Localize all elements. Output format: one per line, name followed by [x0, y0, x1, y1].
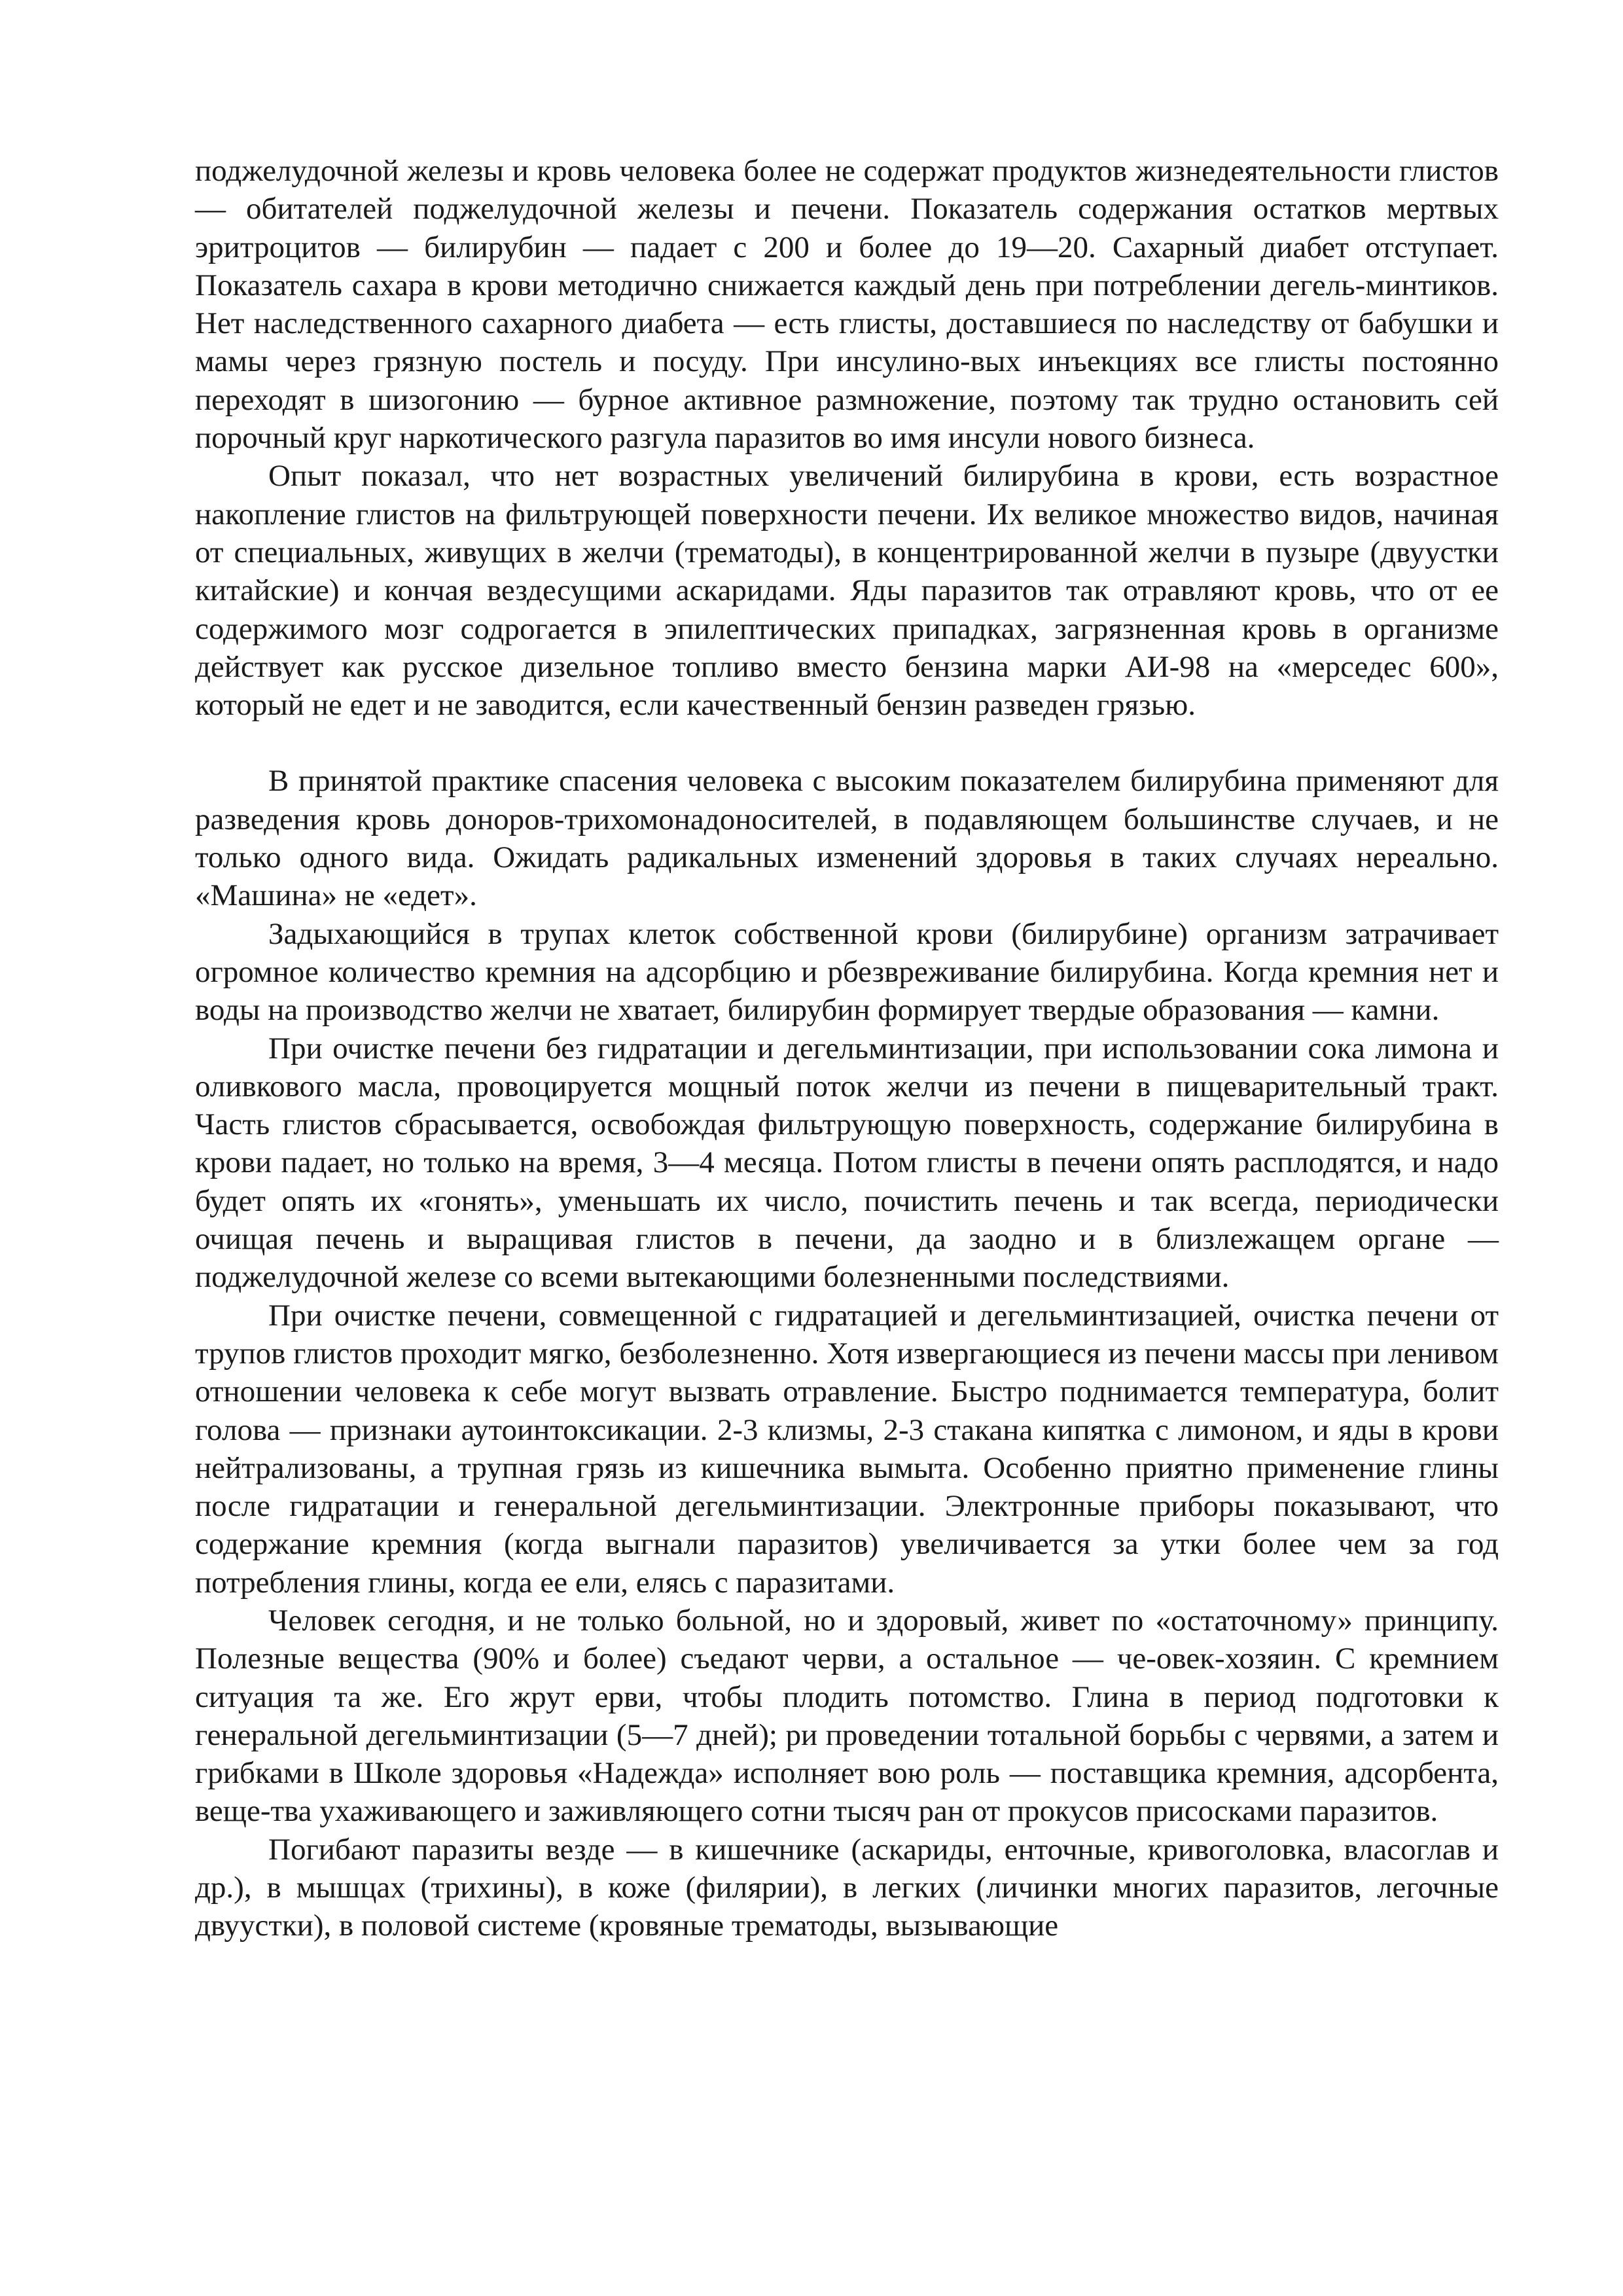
paragraph-4: Задыхающийся в трупах клеток собственной крови (билирубине) организм затрачивает огромное количество кремния на адсорбцию и рбезвреживание билирубина. Когда кремния нет и воды на производство желчи не хватает, билирубин формирует твердые образования — камни. — [195, 916, 1499, 1028]
paragraph-6: При очистке печени, совмещенной с гидратацией и дегельминтизацией, очистка печени от трупов глистов проходит мягко, безболезненно. Хотя извергающиеся из печени массы при ленивом отношении человека к себе могут вызвать отравление. Быстро поднимается температура, болит голова — признаки аутоинтоксикации. 2-3 клизмы, 2-3 стакана кипятка с лимоном, и яды в крови нейтрализованы, а трупная грязь из кишечника вымыта. Особенно приятно применение глины после гидратации и генеральной дегельминтизации. Электронные приборы показывают, что содержание кремния (когда выгнали паразитов) увеличивается за утки более чем за год потребления глины, когда ее ели, елясь с паразитами. — [195, 1298, 1499, 1600]
paragraph-spacer — [195, 724, 1499, 762]
paragraph-5: При очистке печени без гидратации и дегельминтизации, при использовании сока лимона и оливкового масла, провоцируется мощный поток желчи из печени в пищеварительный тракт. Часть глистов сбрасывается, освобождая фильтрующую поверхность, содержание билирубина в крови падает, но только на время, 3—4 месяца. Потом глисты в печени опять расплодятся, и надо будет опять их «гонять», уменьшать их число, почистить печень и так всегда, периодически очищая печень и выращивая глистов в печени, да заодно и в близлежащем органе — поджелудочной железе со всеми вытекающими болезненными последствиями. — [195, 1031, 1499, 1295]
paragraph-1: поджелудочной железы и кровь человека более не содержат продуктов жизнедеятельности глистов — обитателей поджелудочной железы и печени. Показатель содержания остатков мертвых эритроцитов — билирубин — падает с 200 и более до 19—20. Сахарный диабет отступает. Показатель сахара в крови методично снижается каждый день при потреблении дегель-минтиков. Нет наследственного сахарного диабета — есть глисты, доставшиеся по наследству от бабушки и мамы через грязную постель и посуду. При инсулино-вых инъекциях все глисты постоянно переходят в шизогонию — бурное активное размножение, поэтому так трудно остановить сей порочный круг наркотического разгула паразитов во имя инсули нового бизнеса. — [195, 154, 1499, 456]
paragraph-7: Человек сегодня, и не только больной, но и здоровый, живет по «остаточному» принципу. Полезные вещества (90% и более) съедают черви, а остальное — че-овек-хозяин. С кремнием ситуация та же. Его жрут ерви, чтобы плодить потомство. Глина в период подготовки к генеральной дегельминтизации (5—7 дней); ри проведении тотальной борьбы с червями, а затем и грибками в Школе здоровья «Надежда» исполняет вою роль — поставщика кремния, адсорбента, веще-тва ухаживающего и заживляющего сотни тысяч ран от прокусов присосками паразитов. — [195, 1603, 1499, 1829]
paragraph-2: Опыт показал, что нет возрастных увеличений билирубина в крови, есть возрастное накопление глистов на фильтрующей поверхности печени. Их великое множество видов, начиная от специальных, живущих в желчи (трематоды), в концентрированной желчи в пузыре (двуустки китайские) и кончая вездесущими аскаридами. Яды паразитов так отравляют кровь, что от ее содержимого мозг содрогается в эпилептических припадках, загрязненная кровь в организме действует как русское дизельное топливо вместо бензина марки АИ-98 на «мерседес 600», который не едет и не заводится, если качественный бензин разведен грязью. — [195, 459, 1499, 723]
document-page — [195, 152, 1499, 1945]
paragraph-8: Погибают паразиты везде — в кишечнике (аскариды, енточные, кривоголовка, власоглав и др.), в мышцах (трихины), в коже (филярии), в легких (личинки многих паразитов, легочные двуустки), в половой системе (кровяные трематоды, вызывающие — [195, 1832, 1499, 1943]
paragraph-3: В принятой практике спасения человека с высоким показателем билирубина применяют для разведения кровь доноров-трихомонадоносителей, в подавляющем большинстве случаев, и не только одного вида. Ожидать радикальных изменений здоровья в таких случаях нереально. «Машина» не «едет». — [195, 764, 1499, 913]
